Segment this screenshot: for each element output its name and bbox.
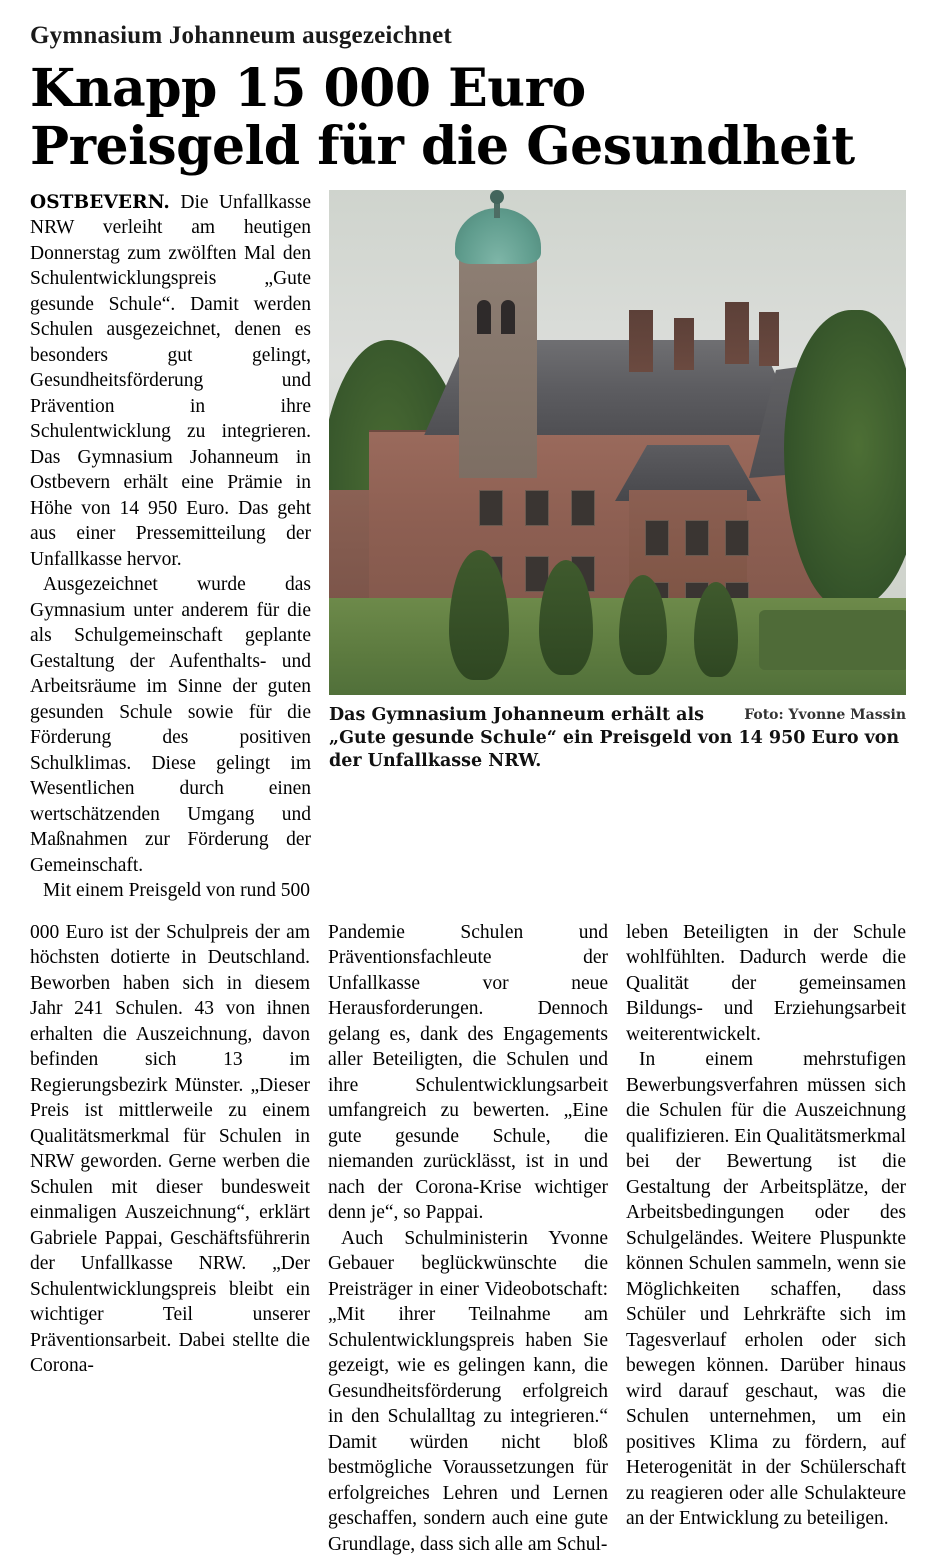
photo-caption [329, 704, 906, 773]
article-kicker: Gymnasium Johanneum ausgezeichnet [30, 22, 452, 49]
tower-finial [490, 190, 504, 204]
article-column-1-cont [30, 920, 310, 1379]
chimney [759, 312, 779, 366]
chimney [725, 302, 749, 364]
photo-block [329, 190, 906, 773]
bottom-section [30, 920, 906, 1557]
paragraph: Mit einem Preisgeld von rund 500 [43, 880, 311, 902]
dateline: OSTBEVERN. [30, 191, 170, 213]
article-column-2 [328, 920, 608, 1557]
photo-caption-text: Das Gymnasium Johanneum erhält als „Gute gesunde Schule“ ein Preisgeld von 14 950 Euro von der Unfallkasse NRW. [329, 704, 900, 771]
clock-tower [459, 248, 537, 478]
paragraph: 000 Euro ist der Schulpreis der am höchsten dotierte in Deutschland. Beworben haben sich in diesem Jahr 241 Schulen. 43 von ihnen erhalten die Auszeichnung, davon befinden sich 13 im Regierungsbezirk Münster. „Dieser Preis ist mittlerweile zu einem Qualitätsmerkmal für Schulen in NRW geworden. Gerne werben die Schulen mit dieser bundesweit einmaligen Auszeichnung“, erklärt Gabriele Pappai, Geschäftsführerin der Unfallkasse NRW. „Der Schulentwicklungspreis bleibt ein wichtiger Teil unserer Präventionsarbeit. Dabei stellte die Corona- [30, 921, 310, 1377]
article-container [30, 22, 906, 1557]
article-column-1 [30, 190, 311, 904]
top-section [30, 190, 906, 904]
paragraph: In einem mehrstufigen Bewerbungsverfahren müssen sich die Schulen für die Auszeichnung qualifizieren. Ein Qualitätsmerkmal bei der Bewertung ist die Gestaltung der Arbeitsplätze, der Arbeitsbedingungen oder des Schulgeländes. Weitere Pluspunkte können Schulen sammeln, wenn sie Möglichkeiten schaffen, dass Schüler und Lehrkräfte sich im Tagesverlauf erholen oder sich bewegen können. Darüber hinaus wird darauf geschaut, was die Schulen unternehmen, um ein positives Klima zu fördern, auf Heterogenität in der Schülerschaft zu reagieren oder alle Schulakteure an der Entwicklung zu beteiligen. [626, 1049, 906, 1530]
window [645, 520, 669, 556]
photo-credit: Foto: Yvonne Massin [744, 706, 906, 723]
paragraph-lead-text: Die Unfallkasse NRW verleiht am heutigen Donnerstag zum zwölften Mal den Schulentwicklungspreis „Gute gesunde Schule“. Damit werden Schulen ausgezeichnet, denen es besonders gut gelingt, Gesundheitsförderung und Prävention in ihre Schulentwicklung zu integrieren. Das Gymnasium Johanneum in Ostbevern erhält eine Prämie in Höhe von 14 950 Euro. Das geht aus einer Pressemitteilung der Unfallkasse hervor. [30, 191, 311, 570]
tower-window [477, 300, 491, 334]
window [479, 490, 503, 526]
window [571, 490, 595, 526]
tower-window [501, 300, 515, 334]
headline-line-2: Preisgeld für die Gesundheit [30, 115, 855, 177]
page-title [30, 57, 906, 177]
paragraph: Ausgezeichnet wurde das Gymnasium unter anderem für die als Schulgemeinschaft geplante Gestaltung der Aufenthalts- und Arbeitsräume im Sinne der guten gesunden Schule sowie für die Förderung des positiven Schulklimas. Diese gelingt im Wesentlichen durch einen wertschätzenden Umgang und Maßnahmen zur Förderung der Gemeinschaft. [30, 574, 311, 876]
headline-line-1: Knapp 15 000 Euro [30, 57, 586, 119]
chimney [629, 310, 653, 372]
article-photo [329, 190, 906, 695]
paragraph: Auch Schulministerin Yvonne Gebauer beglückwünschte die Preisträger in einer Videobotschaft: „Mit ihrer Teilnahme am Schulentwicklungspreis haben Sie gezeigt, wie es gelingen kann, die Gesundheitsförderung erfolgreich in den Schulalltag zu integrieren.“ Damit würden nicht bloß bestmögliche Voraussetzungen für erfolgreiches Lehren und Lernen geschaffen, sondern auch eine gute Grundlage, dass sich alle am Schul- [328, 1227, 608, 1555]
window [685, 520, 709, 556]
article-column-3 [626, 920, 906, 1532]
paragraph: Pandemie Schulen und Präventionsfachleute der Unfallkasse vor neue Herausforderungen. Dennoch gelang es, dank des Engagements aller Beteiligten, die Schulen und ihre Schulentwicklungsarbeit umfangreich zu bewerten. „Eine gute gesunde Schule, die niemanden zurücklässt, ist in und nach der Corona-Krise wichtiger denn je“, so Pappai. [328, 921, 608, 1224]
window [725, 520, 749, 556]
paragraph-lead [30, 190, 311, 573]
paragraph: leben Beteiligten in der Schule wohlfühlten. Dadurch werde die Qualität der gemeinsamen Bildungs- und Erziehungsarbeit weiterentwickelt. [626, 921, 906, 1045]
chimney [674, 318, 694, 370]
window [525, 490, 549, 526]
hedge [759, 610, 906, 670]
tree-right [784, 310, 906, 610]
